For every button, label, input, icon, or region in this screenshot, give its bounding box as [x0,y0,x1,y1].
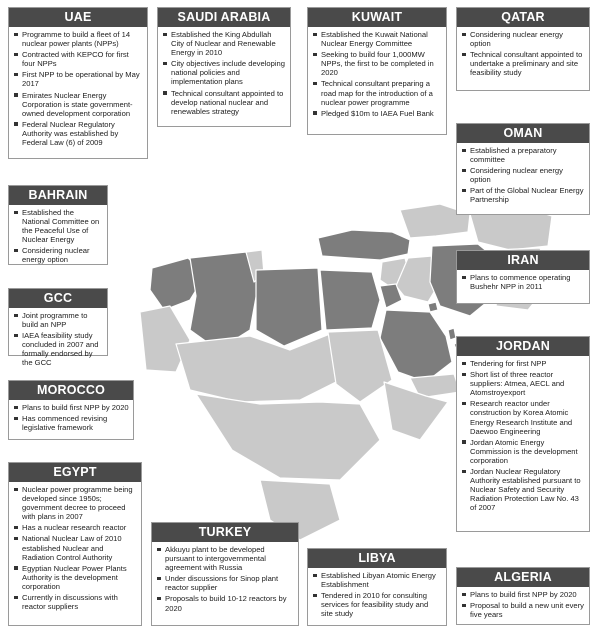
card-jordan-item: Jordan Atomic Energy Commission is the development corporation [461,438,585,465]
card-egypt-title: EGYPT [9,463,141,482]
card-saudi-arabia-list [158,27,290,121]
card-turkey-title: TURKEY [152,523,298,542]
card-turkey-list [152,542,298,618]
map-algeria [190,252,258,350]
card-algeria [456,567,590,625]
card-turkey [151,522,299,626]
card-bahrain-item: Established the National Committee on the Peaceful Use of Nuclear Energy [13,208,103,244]
card-saudi-arabia [157,7,291,127]
card-jordan-list [457,356,589,518]
card-iran-title: IRAN [457,251,589,270]
card-oman-item: Part of the Global Nuclear Energy Partnership [461,186,585,204]
card-turkey-item: Proposals to build 10-12 reactors by 2020 [156,594,294,612]
card-oman [456,123,590,215]
card-oman-list [457,143,589,210]
card-uae-item: Federal Nuclear Regulatory Authority was established by Federal Law (6) of 2009 [13,120,143,147]
card-egypt-item: Nuclear power programme being developed since 1950s; government decree to proceed with plans in 2007 [13,485,137,521]
card-saudi-arabia-item: Established the King Abdullah City of Nuclear and Renewable Energy in 2010 [162,30,286,57]
card-libya-item: Tendered in 2010 for consulting services for feasibility study and site study [312,591,442,618]
card-algeria-title: ALGERIA [457,568,589,587]
card-libya-item: Established Libyan Atomic Energy Establishment [312,571,442,589]
card-oman-item: Established a preparatory committee [461,146,585,164]
map-egypt [320,270,380,330]
card-qatar-item: Technical consultant appointed to undertake a preliminary and site feasibility study [461,50,585,77]
card-libya [307,548,447,626]
map-qatar [448,328,456,340]
card-algeria-item: Proposal to build a new unit every five years [461,601,585,619]
card-jordan-item: Short list of three reactor suppliers: Atmea, AECL and Atomstroyexport [461,370,585,397]
card-algeria-item: Plans to build first NPP by 2020 [461,590,585,599]
card-oman-title: OMAN [457,124,589,143]
card-gcc-item: Joint programme to build an NPP [13,311,103,329]
card-bahrain [8,185,108,265]
map-saudi [380,310,452,382]
card-kuwait-list [308,27,446,123]
card-uae-title: UAE [9,8,147,27]
card-kuwait [307,7,447,135]
card-gcc [8,288,108,368]
card-uae-item: First NPP to be operational by May 2017 [13,70,143,88]
map-libya [256,268,322,346]
card-jordan-item: Jordan Nuclear Regulatory Authority established pursuant to Nuclear Safety and Security Radiation Protection Law No. 43 of 2007 [461,467,585,512]
card-morocco-item: Has commenced revising legislative framework [13,414,129,432]
card-qatar-title: QATAR [457,8,589,27]
card-bahrain-title: BAHRAIN [9,186,107,205]
card-qatar-list [457,27,589,82]
card-iran-list [457,270,589,296]
map-lower-africa [196,394,380,480]
card-gcc-item: IAEA feasibility study concluded in 2007 and formally endorsed by the GCC [13,331,103,367]
card-egypt-item: Has a nuclear research reactor [13,523,137,532]
card-uae-list [9,27,147,152]
card-egypt [8,462,142,626]
card-morocco-item: Plans to build first NPP by 2020 [13,403,129,412]
card-gcc-list [9,308,107,373]
card-saudi-arabia-item: Technical consultant appointed to develop national nuclear and renewables strategy [162,89,286,116]
card-egypt-item: Egyptian Nuclear Power Plants Authority is the development corporation [13,564,137,591]
card-oman-item: Considering nuclear energy option [461,166,585,184]
card-saudi-arabia-title: SAUDI ARABIA [158,8,290,27]
card-algeria-list [457,587,589,624]
card-bahrain-list [9,205,107,270]
card-uae [8,7,148,159]
card-kuwait-item: Established the Kuwait National Nuclear Energy Committee [312,30,442,48]
card-libya-list [308,568,446,623]
map-sahel [176,334,340,402]
card-turkey-item: Under discussions for Sinop plant reactor supplier [156,574,294,592]
card-turkey-item: Akkuyu plant to be developed pursuant to intergovernmental agreement with Russia [156,545,294,572]
card-uae-item: Emirates Nuclear Energy Corporation is state government-owned development corporation [13,91,143,118]
card-kuwait-title: KUWAIT [308,8,446,27]
card-qatar [456,7,590,91]
card-egypt-list [9,482,141,616]
card-jordan-item: Tendering for first NPP [461,359,585,368]
card-iran [456,250,590,304]
card-egypt-item: National Nuclear Law of 2010 established Nuclear and Radiation Control Authority [13,534,137,561]
card-kuwait-item: Pledged $10m to IAEA Fuel Bank [312,109,442,118]
card-saudi-arabia-item: City objectives include developing national policies and implementation plans [162,59,286,86]
card-egypt-item: Currently in discussions with reactor suppliers [13,593,137,611]
card-kuwait-item: Technical consultant preparing a road map for the introduction of a nuclear power programme [312,79,442,106]
card-gcc-title: GCC [9,289,107,308]
card-uae-item: Programme to build a fleet of 14 nuclear power plants (NPPs) [13,30,143,48]
card-qatar-item: Considering nuclear energy option [461,30,585,48]
card-libya-title: LIBYA [308,549,446,568]
card-morocco [8,380,134,440]
card-morocco-title: MOROCCO [9,381,133,400]
card-bahrain-item: Considering nuclear energy option [13,246,103,264]
card-iran-item: Plans to commence operating Bushehr NPP in 2011 [461,273,585,291]
card-morocco-list [9,400,133,437]
card-jordan-item: Research reactor under construction by Korea Atomic Energy Research Institute and Daewoo Engineering [461,399,585,435]
map-turkey [318,230,410,260]
card-jordan-title: JORDAN [457,337,589,356]
card-uae-item: Contracted with KEPCO for first four NPPs [13,50,143,68]
card-kuwait-item: Seeking to build four 1,000MW NPPs, the first to be completed in 2020 [312,50,442,77]
map-kuwait [428,302,438,312]
card-jordan [456,336,590,532]
